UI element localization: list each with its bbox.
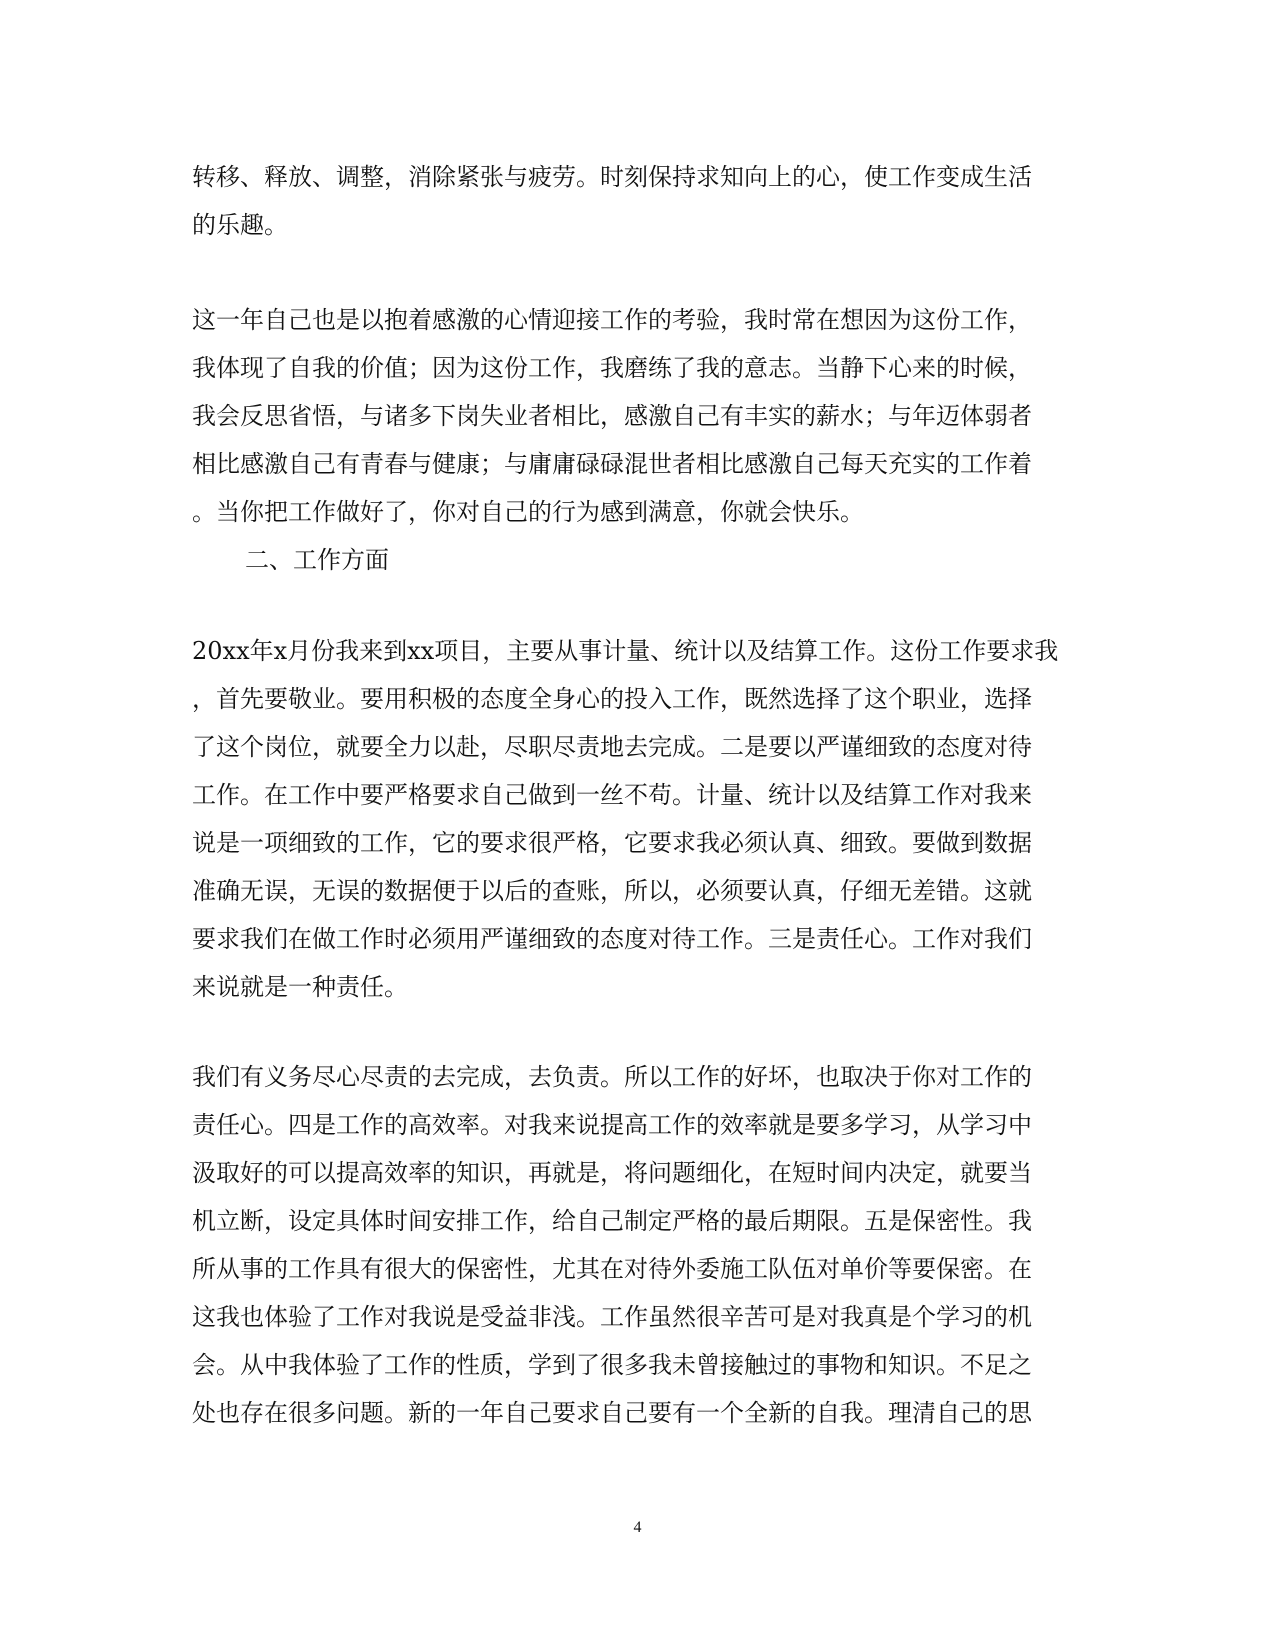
paragraph-line: 转移、释放、调整，消除紧张与疲劳。时刻保持求知向上的心，使工作变成生活 [192,163,1032,191]
paragraph-line: 要求我们在做工作时必须用严谨细致的态度对待工作。三是责任心。工作对我们 [192,925,1032,953]
paragraph-line: 我们有义务尽心尽责的去完成，去负责。所以工作的好坏，也取决于你对工作的 [192,1063,1032,1091]
paragraph-line: 我会反思省悟，与诸多下岗失业者相比，感激自己有丰实的薪水；与年迈体弱者 [192,402,1032,430]
section-heading: 二、工作方面 [245,546,389,574]
paragraph-line: 这我也体验了工作对我说是受益非浅。工作虽然很辛苦可是对我真是个学习的机 [192,1303,1032,1331]
paragraph-line: 我体现了自我的价值；因为这份工作，我磨练了我的意志。当静下心来的时候， [192,354,1032,382]
paragraph-line: 说是一项细致的工作，它的要求很严格，它要求我必须认真、细致。要做到数据 [192,829,1032,857]
paragraph-line: 20xx年x月份我来到xx项目，主要从事计量、统计以及结算工作。这份工作要求我 [192,637,1059,665]
paragraph-line: 处也存在很多问题。新的一年自己要求自己要有一个全新的自我。理清自己的思 [192,1399,1032,1427]
paragraph-line: 准确无误，无误的数据便于以后的查账，所以，必须要认真，仔细无差错。这就 [192,877,1032,905]
paragraph-line: 工作。在工作中要严格要求自己做到一丝不苟。计量、统计以及结算工作对我来 [192,781,1032,809]
paragraph-line: 的乐趣。 [192,211,288,239]
paragraph-1 [192,153,1082,249]
paragraph-line: 所从事的工作具有很大的保密性，尤其在对待外委施工队伍对单价等要保密。在 [192,1255,1032,1283]
paragraph-3 [192,627,1082,1011]
paragraph-line: 相比感激自己有青春与健康；与庸庸碌碌混世者相比感激自己每天充实的工作着 [192,450,1032,478]
paragraph-line: ，首先要敬业。要用积极的态度全身心的投入工作，既然选择了这个职业，选择 [192,685,1032,713]
section-heading-block [192,536,1082,584]
paragraph-line: 会。从中我体验了工作的性质，学到了很多我未曾接触过的事物和知识。不足之 [192,1351,1032,1379]
paragraph-line: 责任心。四是工作的高效率。对我来说提高工作的效率就是要多学习，从学习中 [192,1111,1032,1139]
paragraph-line: 来说就是一种责任。 [192,973,408,1001]
paragraph-4 [192,1053,1082,1437]
paragraph-2 [192,296,1082,536]
paragraph-line: 汲取好的可以提高效率的知识，再就是，将问题细化，在短时间内决定，就要当 [192,1159,1032,1187]
paragraph-line: 了这个岗位，就要全力以赴，尽职尽责地去完成。二是要以严谨细致的态度对待 [192,733,1032,761]
paragraph-line: 。当你把工作做好了，你对自己的行为感到满意，你就会快乐。 [192,498,864,526]
paragraph-line: 这一年自己也是以抱着感激的心情迎接工作的考验，我时常在想因为这份工作， [192,306,1032,334]
paragraph-line: 机立断，设定具体时间安排工作，给自己制定严格的最后期限。五是保密性。我 [192,1207,1032,1235]
page-number: 4 [633,1519,642,1536]
